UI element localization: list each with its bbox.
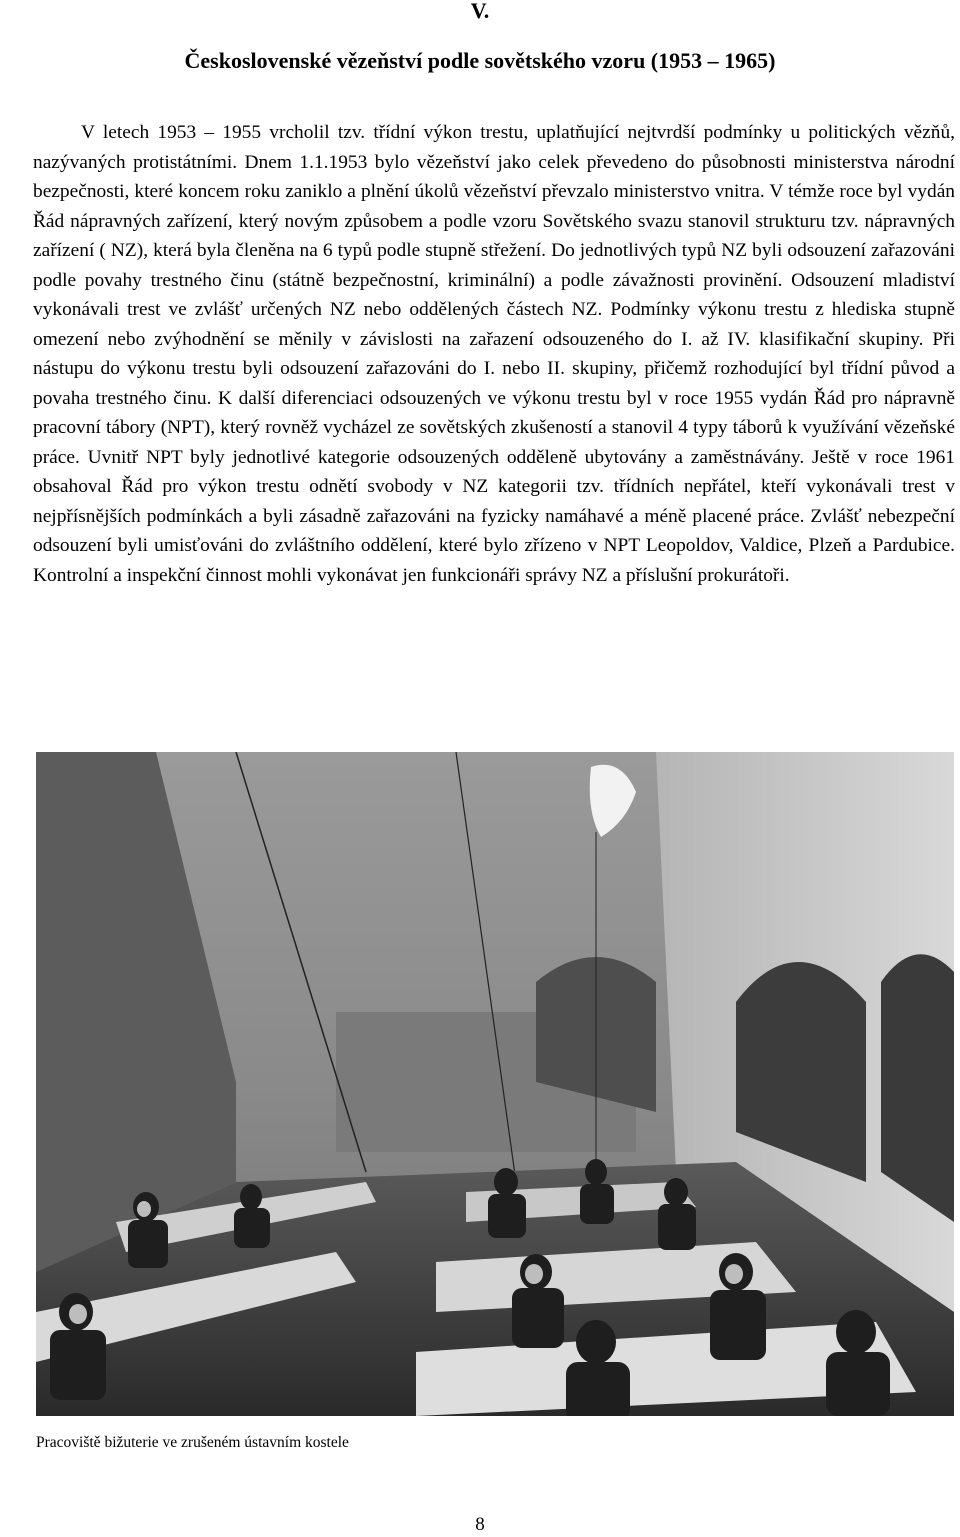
chapter-title: Československé vězeňství podle sovětského vzoru (1953 – 1965)	[184, 48, 776, 73]
body-paragraph: V letech 1953 – 1955 vrcholil tzv. třídní výkon trestu, uplatňující nejtvrdší podmínky u politických vězňů, nazývaných protistátními. Dnem 1.1.1953 bylo vězeňství jako celek převedeno do působnosti ministerstva národní bezpečnosti, které koncem roku zaniklo a plnění úkolů vězeňství převzalo ministerstvo vnitra. V témže roce byl vydán Řád nápravných zařízení, který novým způsobem a podle vzoru Sovětského svazu stanovil strukturu tzv. nápravných zařízení ( NZ), která byla členěna na 6 typů podle stupně střežení. Do jednotlivých typů NZ byli odsouzení zařazováni podle povahy trestného činu (státně bezpečnostní, kriminální) a podle závažnosti provinění. Odsouzení mladiství vykonávali trest ve zvlášť určených NZ nebo oddělených částech NZ. Podmínky výkonu trestu z hlediska stupně omezení nebo zvýhodnění se měnily v závislosti na zařazení odsouzeného do I. až IV. klasifikační skupiny. Při nástupu do výkonu trestu byli odsouzení zařazováni do I. nebo II. skupiny, přičemž rozhodující byl třídní původ a povaha trestného činu. K další diferenciaci odsouzených ve výkonu trestu byl v roce 1955 vydán Řád pro nápravně pracovní tábory (NPT), který rovněž vycházel ze sovětských zkušeností a stanovil 4 typy táborů k využívání vězeňské práce. Uvnitř NPT byly jednotlivé kategorie odsouzených odděleně ubytovány a zaměstnávány. Ještě v roce 1961 obsahoval Řád pro výkon trestu odnětí svobody v NZ kategorii tzv. třídních nepřátel, kteří vykonávali trest v nejpřísnějších podmínkách a byli zásadně zařazováni na fyzicky namáhavé a méně placené práce. Zvlášť nebezpeční odsouzení byli umisťováni do zvláštního oddělení, které bylo zřízeno v NPT Leopoldov, Valdice, Plzeň a Pardubice. Kontrolní a inspekční činnost mohli vykonávat jen funkcionáři správy NZ a příslušní prokurátoři.	[33, 122, 955, 586]
workshop-photo	[36, 752, 954, 1416]
photo-caption: Pracoviště bižuterie ve zrušeném ústavním kostele	[36, 1434, 349, 1451]
chapter-number: V.	[470, 0, 490, 23]
page-number: 8	[475, 1514, 485, 1535]
